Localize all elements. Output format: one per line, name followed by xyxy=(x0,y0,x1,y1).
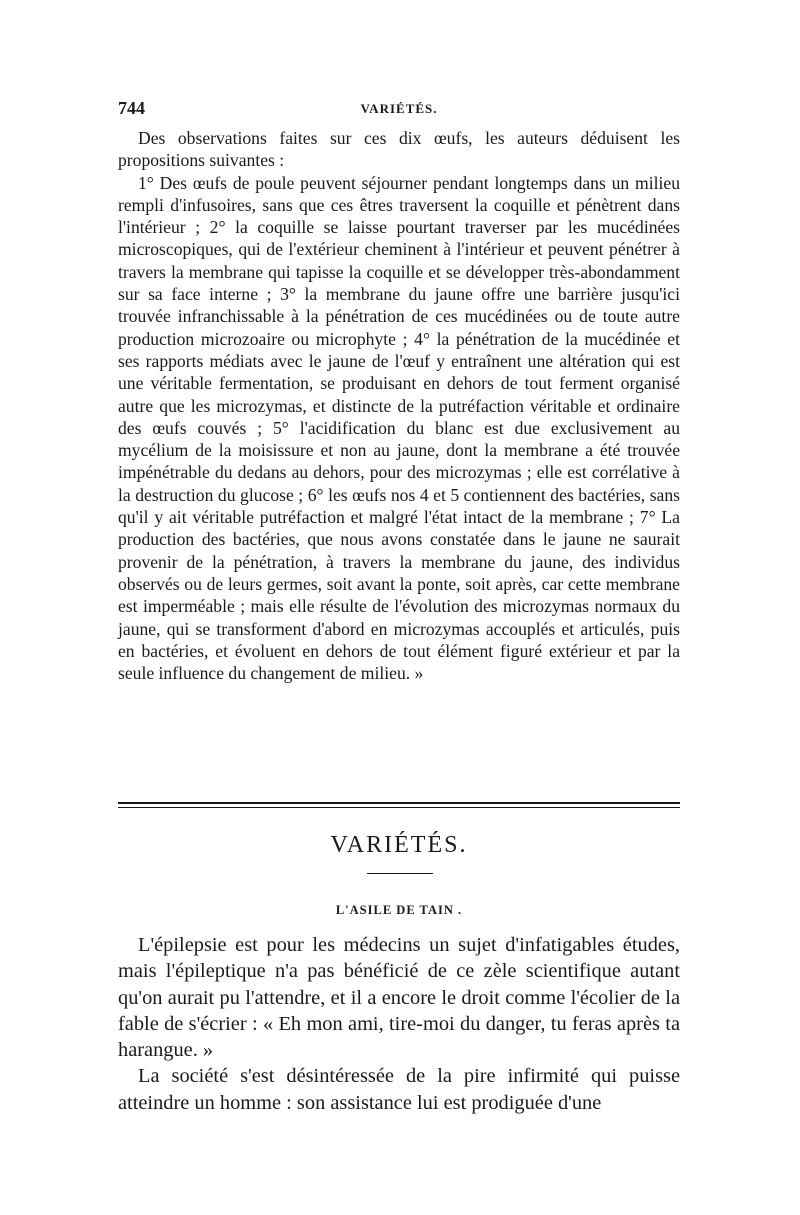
paragraph: L'épilepsie est pour les médecins un sujet d'infatigables études, mais l'épileptique n'a pas bénéficié de ce zèle scientifique autant qu'on aurait pu l'attendre, et il a encore le droit comme l'écolier de la fable de s'écrier : « Eh mon ami, tire-moi du danger, tu feras après ta harangue. » xyxy=(118,934,680,1062)
page-header xyxy=(118,98,680,124)
article-body xyxy=(118,932,680,1116)
paragraph: 1° Des œufs de poule peuvent séjourner pendant longtemps dans un milieu rempli d'infusoires, sans que ces êtres traversent la coquille et pénètrent dans l'intérieur ; 2° la coquille se laisse pourtant traverser par les mucédinées microscopiques, qui de l'extérieur cheminent à l'intérieur et peuvent pénétrer à travers la membrane qui tapisse la coquille et se développer très-abondamment sur sa face interne ; 3° la membrane du jaune offre une barrière jusqu'ici trouvée infranchissable à la pénétration de ces mucédinées ou de toute autre production microzoaire ou microphyte ; 4° la pénétration de la mucédinée et ses rapports médiats avec le jaune de l'œuf y entraînent une altération qui est une véritable fermentation, se produisant en dehors de tout ferment organisé autre que les microzymas, et distincte de la putréfaction véritable et ordinaire des œufs couvés ; 5° l'acidification du blanc est due exclusivement au mycélium de la moisissure et non au jaune, dont la membrane a été trouvée impénétrable du dedans au dehors, pour des microzymas ; elle est corrélative à la destruction du glucose ; 6° les œufs nos 4 et 5 contiennent des bactéries, sans qu'il y ait véritable putréfaction et malgré l'état intact de la membrane ; 7° La production des bactéries, que nous avons constatée dans le jaune ne saurait provenir de la pénétration, à travers la membrane du jaune, des individus observés ou de leurs germes, soit avant la ponte, soit après, car cette membrane est imperméable ; mais elle résulte de l'évolution des microzymas normaux du jaune, qui se transforment d'abord en microzymas accouplés et articulés, puis en bactéries, et évoluent en dehors de tout élément figuré extérieur et par la seule influence du changement de milieu. » xyxy=(118,172,680,684)
title-underline xyxy=(367,873,433,874)
paragraph: La société s'est désintéressée de la pire infirmité qui puisse atteindre un homme : son assistance lui est prodiguée d'une xyxy=(118,1065,680,1114)
section-title: VARIÉTÉS. xyxy=(330,832,468,858)
paragraph: Des observations faites sur ces dix œufs, les auteurs déduisent les propositions suivantes : xyxy=(118,128,680,171)
article-conclusion xyxy=(118,127,680,684)
running-title: VARIÉTÉS. xyxy=(360,101,438,116)
page-number: 744 xyxy=(118,98,145,118)
section-divider-thick xyxy=(118,802,680,804)
section-divider-thin xyxy=(118,807,680,808)
article-subtitle: L'ASILE DE TAIN . xyxy=(335,903,463,917)
